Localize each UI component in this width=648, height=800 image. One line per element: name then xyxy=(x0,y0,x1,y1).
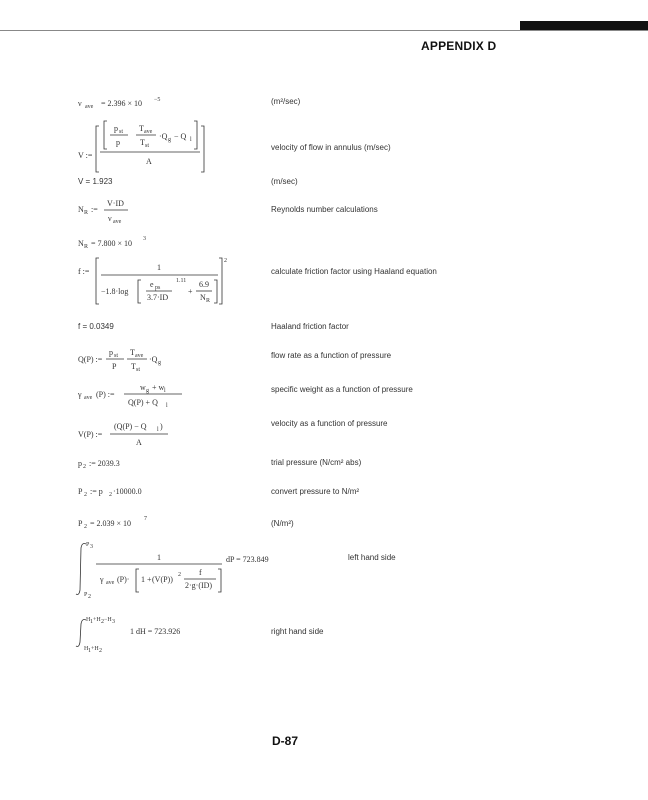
eq-p2-trial-value: := 2039.3 xyxy=(89,459,120,468)
eq-v-def-den: A xyxy=(136,438,142,447)
eq-v-flow-inner-bracket-left xyxy=(104,121,107,149)
eq-q-def-pst-sub: st xyxy=(114,353,119,359)
eq-nr-val xyxy=(78,236,146,250)
eq-rhs-integral-lower: H xyxy=(84,646,89,652)
eq-gamma-def-den: Q(P) + Q xyxy=(128,398,158,407)
eq-v-flow-tave: T xyxy=(139,124,144,133)
eq-v-def-num-close: ) xyxy=(160,422,163,431)
eq-gamma-def-lhs-sub: ave xyxy=(84,395,93,401)
eq-gamma-def-lhs: γ xyxy=(78,390,82,399)
eq-v-flow xyxy=(78,121,204,172)
eq-v-flow-inner-bracket-right xyxy=(194,121,197,149)
eq-gamma-def-wl: + w xyxy=(152,383,165,392)
eq-v-flow-tave-sub: ave xyxy=(144,129,153,135)
eq-nu-ave-exp: −5 xyxy=(154,97,161,103)
eq-gamma-def-wg-sub: g xyxy=(146,388,149,394)
desc-p2-units: (N/m²) xyxy=(271,519,294,528)
eq-gamma-def-wl-sub: l xyxy=(164,388,166,394)
eq-f-def-nr: N xyxy=(200,293,206,302)
desc-trial-pressure: trial pressure (N/cm² abs) xyxy=(271,458,362,467)
eq-lhs-integral-vp: (V(P)) xyxy=(152,575,173,584)
eq-rhs-integral-upper-rest2: −H xyxy=(104,617,112,623)
eq-gamma-def xyxy=(77,383,182,409)
eq-rhs-integral-lower-sub2: 2 xyxy=(99,648,102,654)
eq-lhs-integral-f: f xyxy=(199,568,202,577)
eq-v-flow-bracket-left xyxy=(96,126,99,172)
eq-f-def xyxy=(78,258,227,304)
eq-rhs-integral-upper-sub3: 3 xyxy=(112,619,115,625)
eq-p2-convert-lhs-sub: 2 xyxy=(84,492,87,498)
eq-f-result: f = 0.0349 xyxy=(78,322,114,331)
desc-flow-rate: flow rate as a function of pressure xyxy=(271,351,392,360)
eq-f-def-six-nine: 6.9 xyxy=(199,280,209,289)
eq-v-flow-tst: T xyxy=(140,138,145,147)
eq-nr-def-den-sub: ave xyxy=(113,219,122,225)
desc-convert-pressure: convert pressure to N/m² xyxy=(271,487,360,496)
eq-rhs-integral-upper-sub2: 2 xyxy=(101,619,104,625)
eq-p2-val xyxy=(78,516,147,530)
eq-q-def xyxy=(78,348,161,373)
eq-lhs-integral-bracket-right xyxy=(218,569,221,592)
eq-q-def-lhs: Q(P) := xyxy=(78,355,103,364)
eq-lhs-integral-lower-sub: 2 xyxy=(88,594,91,600)
eq-nu-ave-lhs: ν xyxy=(78,99,82,108)
eq-nu-ave-sub: ave xyxy=(85,104,94,110)
eq-p2-trial xyxy=(78,459,120,470)
eq-p2-val-lhs: P xyxy=(78,519,83,528)
eq-lhs-integral-one-plus: 1 + xyxy=(141,575,152,584)
desc-haaland-calc: calculate friction factor using Haaland equation xyxy=(271,267,437,276)
desc-specific-weight: specific weight as a function of pressure xyxy=(271,385,413,394)
eq-nr-def-lhs-sub: R xyxy=(84,210,89,216)
eq-rhs-integral xyxy=(76,617,180,654)
eq-rhs-integral-upper: H xyxy=(86,617,91,623)
eq-f-def-bracket-left xyxy=(96,258,99,304)
eq-v-def-lhs: V(P) := xyxy=(78,430,103,439)
desc-right-hand-side: right hand side xyxy=(271,627,324,636)
eq-nr-def-assign: := xyxy=(91,205,98,214)
eq-lhs-integral xyxy=(76,542,269,600)
eq-v-flow-tst-sub: st xyxy=(145,143,150,149)
eq-v-def xyxy=(78,422,168,447)
eq-p2-convert-assign: := p xyxy=(90,487,103,496)
eq-q-def-tave-sub: ave xyxy=(135,353,144,359)
eq-lhs-integral-bracket-left xyxy=(136,569,139,592)
eq-nr-val-lhs-sub: R xyxy=(84,244,89,250)
eq-q-def-p: P xyxy=(112,362,117,371)
eq-nr-val-exp: 3 xyxy=(143,236,146,242)
eq-f-def-log-bracket-right xyxy=(214,280,217,303)
eq-v-flow-qg-sub: g xyxy=(168,137,171,143)
eq-v-result: V = 1.923 xyxy=(78,177,113,186)
eq-f-def-log-bracket-left xyxy=(138,280,141,303)
eq-p2-convert-lhs: P xyxy=(78,487,83,496)
page-number: D-87 xyxy=(272,734,299,748)
eq-q-def-pst: p xyxy=(109,348,113,357)
eq-lhs-integral-gamma-sub: ave xyxy=(106,580,115,586)
eq-f-def-plus: + xyxy=(188,287,193,296)
eq-rhs-integral-upper-sub: 1 xyxy=(90,619,93,625)
eq-v-flow-minus-ql: − Q xyxy=(174,132,187,141)
eq-p2-trial-lhs: p xyxy=(78,459,82,468)
eq-rhs-integral-lower-rest: +H xyxy=(91,646,99,652)
eq-nr-def-den: ν xyxy=(108,214,112,223)
eq-v-flow-qg: ·Q xyxy=(159,132,168,141)
eq-lhs-integral-upper-sub: 3 xyxy=(90,544,93,550)
eq-p2-convert xyxy=(78,487,142,498)
desc-velocity-pressure: velocity as a function of pressure xyxy=(271,419,388,428)
eq-rhs-integral-body: 1 dH = 723.926 xyxy=(130,627,181,636)
eq-lhs-integral-dp: dP = 723.849 xyxy=(226,555,269,564)
eq-p2-val-lhs-sub: 2 xyxy=(84,524,87,530)
eq-f-def-sq: 2 xyxy=(224,258,227,264)
eq-f-def-lhs: f := xyxy=(78,267,90,276)
eq-v-flow-pst: p xyxy=(114,124,118,133)
eq-rhs-integral-lower-sub: 1 xyxy=(88,648,91,654)
eq-f-def-pow: 1.11 xyxy=(176,278,187,284)
eq-rhs-integral-sign xyxy=(76,620,86,647)
eq-v-flow-lhs: V := xyxy=(78,151,93,160)
eq-f-def-eps-sub: ps xyxy=(155,285,161,291)
desc-velocity-annulus: velocity of flow in annulus (m/sec) xyxy=(271,143,391,152)
eq-lhs-integral-gamma-arg: (P)· xyxy=(117,575,130,584)
eq-nr-val-value: = 7.800 × 10 xyxy=(91,239,133,248)
desc-reynolds: Reynolds number calculations xyxy=(271,205,378,214)
eq-v-flow-bracket-right xyxy=(201,126,204,172)
eq-q-def-tave: T xyxy=(130,348,135,357)
desc-haaland-factor: Haaland friction factor xyxy=(271,322,349,331)
eq-p2-val-value: = 2.039 × 10 xyxy=(90,519,132,528)
eq-v-flow-pst-sub: st xyxy=(119,129,124,135)
eq-gamma-def-arg: (P) := xyxy=(96,390,115,399)
eq-lhs-integral-sign xyxy=(76,544,86,595)
eq-f-def-bracket-right xyxy=(219,258,222,304)
eq-nr-def-num: V·ID xyxy=(107,199,124,208)
eq-gamma-def-den-sub: l xyxy=(166,403,168,409)
eq-gamma-def-wg: w xyxy=(140,383,146,392)
eq-q-def-qg: ·Q xyxy=(149,355,158,364)
eq-nr-def-lhs: N xyxy=(78,205,84,214)
eq-lhs-integral-one: 1 xyxy=(157,553,161,562)
section-header: APPENDIX D xyxy=(421,39,497,53)
eq-rhs-integral-upper-rest: +H xyxy=(93,617,101,623)
eq-v-def-num-sub: l xyxy=(157,427,159,433)
eq-p2-trial-lhs-sub: 2 xyxy=(83,464,86,470)
desc-v-units: (m/sec) xyxy=(271,177,298,186)
eq-v-def-num: (Q(P) − Q xyxy=(114,422,147,431)
eq-q-def-qg-sub: g xyxy=(158,360,161,366)
desc-nu-units: (m²/sec) xyxy=(271,97,301,106)
eq-nr-def xyxy=(78,199,128,225)
eq-v-flow-p: p xyxy=(116,138,120,147)
eq-nu-ave-value: = 2.396 × 10 xyxy=(101,99,143,108)
eq-lhs-integral-sq: 2 xyxy=(178,572,181,578)
eq-p2-convert-rhs: ·10000.0 xyxy=(113,487,142,496)
eq-q-def-tst: T xyxy=(131,362,136,371)
eq-f-def-ratio-den: 3.7·ID xyxy=(147,293,169,302)
eq-nu-ave xyxy=(78,97,160,110)
eq-lhs-integral-gamma: γ xyxy=(100,575,104,584)
eq-f-def-one: 1 xyxy=(157,263,161,272)
eq-nr-val-lhs: N xyxy=(78,239,84,248)
eq-lhs-integral-den2: 2·g·(ID) xyxy=(185,581,213,590)
eq-f-def-coef: −1.8·log xyxy=(101,287,129,296)
eq-f-def-eps: e xyxy=(150,280,154,289)
eq-p2-convert-rhs-sub: 2 xyxy=(109,492,112,498)
eq-f-def-nr-sub: R xyxy=(206,298,211,304)
eq-lhs-integral-upper: P xyxy=(86,542,90,548)
desc-left-hand-side: left hand side xyxy=(348,553,396,562)
eq-v-flow-ql-sub: l xyxy=(190,137,192,143)
eq-v-flow-area: A xyxy=(146,157,152,166)
eq-p2-val-exp: 7 xyxy=(144,516,147,522)
eq-lhs-integral-lower: P xyxy=(84,592,88,598)
eq-q-def-tst-sub: st xyxy=(136,367,141,373)
